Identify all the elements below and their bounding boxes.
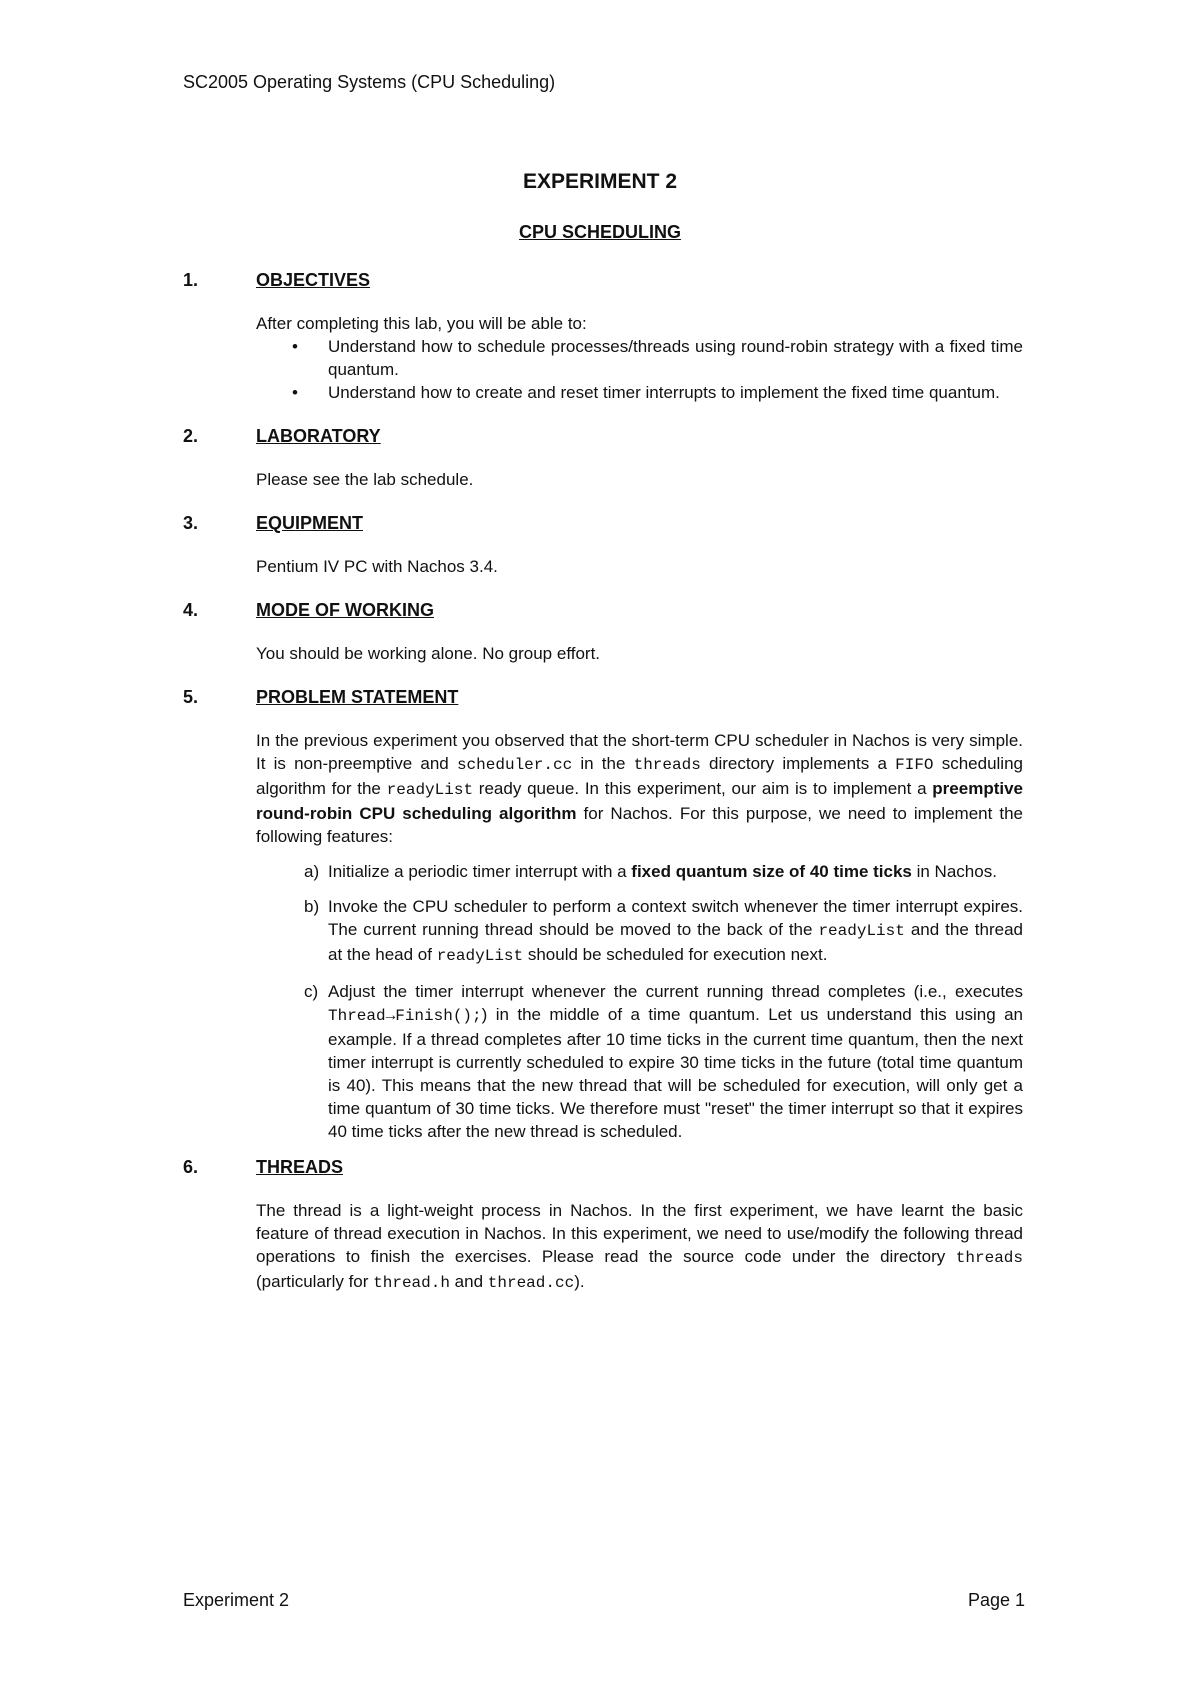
section-title: OBJECTIVES — [256, 270, 371, 290]
page-header: SC2005 Operating Systems (CPU Scheduling) — [183, 72, 556, 92]
objectives-list — [184, 335, 1023, 404]
bold-run: fixed quantum size of 40 time ticks — [631, 862, 912, 881]
section-objectives — [183, 268, 1023, 404]
section-body — [256, 312, 1023, 404]
page-subtitle: CPU SCHEDULING — [518, 222, 681, 242]
list-item — [183, 895, 1023, 968]
list-label: b) — [304, 897, 320, 916]
page-title: EXPERIMENT 2 — [522, 170, 678, 193]
section-heading — [183, 1155, 1023, 1179]
list-label: c) — [304, 982, 319, 1001]
section-body — [256, 729, 1023, 1143]
text-run: Invoke the CPU scheduler to perform a context switch whenever the timer interrupt expires. The current running thread should be moved to the back of the — [328, 897, 1023, 939]
section-problem-statement — [183, 685, 1023, 1143]
section-number: 4. — [183, 600, 199, 620]
section-heading — [183, 598, 1023, 622]
document-body — [183, 268, 1023, 1295]
code-fifo: FIFO — [895, 756, 934, 774]
section-number: 3. — [183, 513, 199, 533]
text-run: The thread is a light-weight process in Nachos. In the first experiment, we have learnt the basic feature of thread execution in Nachos. In this experiment, we need to use/modify the following thread operations to finish the exercises. Please read the source code under the directory — [256, 1201, 1023, 1266]
section-body: Pentium IV PC with Nachos 3.4. — [256, 557, 498, 576]
code-scheduler-cc: scheduler.cc — [456, 756, 573, 774]
section-title: PROBLEM STATEMENT — [256, 687, 459, 707]
threads-paragraph — [256, 1199, 1023, 1295]
problem-paragraph — [256, 729, 1023, 848]
section-number: 5. — [183, 687, 199, 707]
text-run: and — [449, 1272, 488, 1291]
text-run: Initialize a periodic timer interrupt with a — [328, 862, 632, 881]
code-readylist: readyList — [818, 922, 905, 940]
list-item: • Understand how to schedule processes/threads using round-robin strategy with a fixed time quantum. — [256, 335, 1023, 381]
section-title: MODE OF WORKING — [256, 600, 434, 620]
text-run: ) in the middle of a time quantum. Let us understand this using an example. If a thread completes after 10 time ticks in the current time quantum, then the next timer interrupt is currently scheduled to expire 30 time ticks in the future (total time quantum is 40). This means that the new thread that will be scheduled for execution, will only get a time quantum of 30 time ticks. We therefore must "reset" the timer interrupt so that it expires 40 time ticks after the new thread is scheduled. — [328, 1005, 1023, 1141]
code-thread-finish: Thread→Finish(); — [328, 1007, 482, 1025]
section-heading — [183, 511, 1023, 535]
section-heading — [183, 685, 1023, 709]
list-item — [183, 980, 1023, 1143]
section-body — [256, 1199, 1023, 1295]
section-number: 2. — [183, 426, 199, 446]
section-number: 1. — [183, 270, 199, 290]
bold-run: preemptive round-robin CPU scheduling algorithm — [256, 779, 1023, 823]
code-thread-h: thread.h — [373, 1274, 450, 1292]
text-run: in Nachos. — [911, 862, 997, 881]
code-threads: threads — [633, 756, 701, 774]
text-run: should be scheduled for execution next. — [523, 945, 828, 964]
footer-left: Experiment 2 — [183, 1590, 290, 1610]
text-run: in the — [572, 754, 634, 773]
text-run: and the thread at the head of — [328, 920, 1023, 964]
section-title: LABORATORY — [256, 426, 381, 446]
section-heading — [183, 268, 1023, 292]
section-mode-of-working — [183, 598, 1023, 665]
text-run: ). — [574, 1272, 585, 1291]
section-equipment — [183, 511, 1023, 578]
section-title: THREADS — [256, 1157, 344, 1177]
section-threads — [183, 1155, 1023, 1295]
code-readylist: readyList — [386, 781, 474, 799]
section-number: 6. — [183, 1157, 199, 1177]
code-threads: threads — [955, 1249, 1023, 1267]
text-run: for Nachos. For this purpose, we need to implement the following features: — [256, 804, 1023, 846]
text-run: In the previous experiment you observed that the short-term CPU scheduler in Nachos is very simple. It is non-preemptive and — [256, 731, 1023, 773]
code-readylist: readyList — [436, 947, 524, 965]
footer-page-number: Page 1 — [967, 1590, 1025, 1610]
section-title: EQUIPMENT — [256, 513, 364, 533]
text-run: scheduling algorithm for the — [256, 754, 1023, 798]
text-run: ready queue. In this experiment, our aim is to implement a — [473, 779, 933, 798]
code-thread-cc: thread.cc — [487, 1274, 575, 1292]
section-body: You should be working alone. No group effort. — [256, 644, 601, 663]
features-list — [183, 860, 1023, 1143]
text-run: directory implements a — [700, 754, 896, 773]
section-body: Please see the lab schedule. — [256, 470, 474, 489]
objectives-intro: After completing this lab, you will be able to: — [256, 314, 587, 333]
text-run: Adjust the timer interrupt whenever the current running thread completes (i.e., executes — [328, 982, 1023, 1001]
text-run: (particularly for — [256, 1272, 374, 1291]
list-item: • Understand how to create and reset timer interrupts to implement the fixed time quantum. — [256, 381, 1023, 404]
section-laboratory — [183, 424, 1023, 491]
list-label: a) — [304, 862, 320, 881]
list-item — [183, 860, 1023, 883]
section-heading — [183, 424, 1023, 448]
